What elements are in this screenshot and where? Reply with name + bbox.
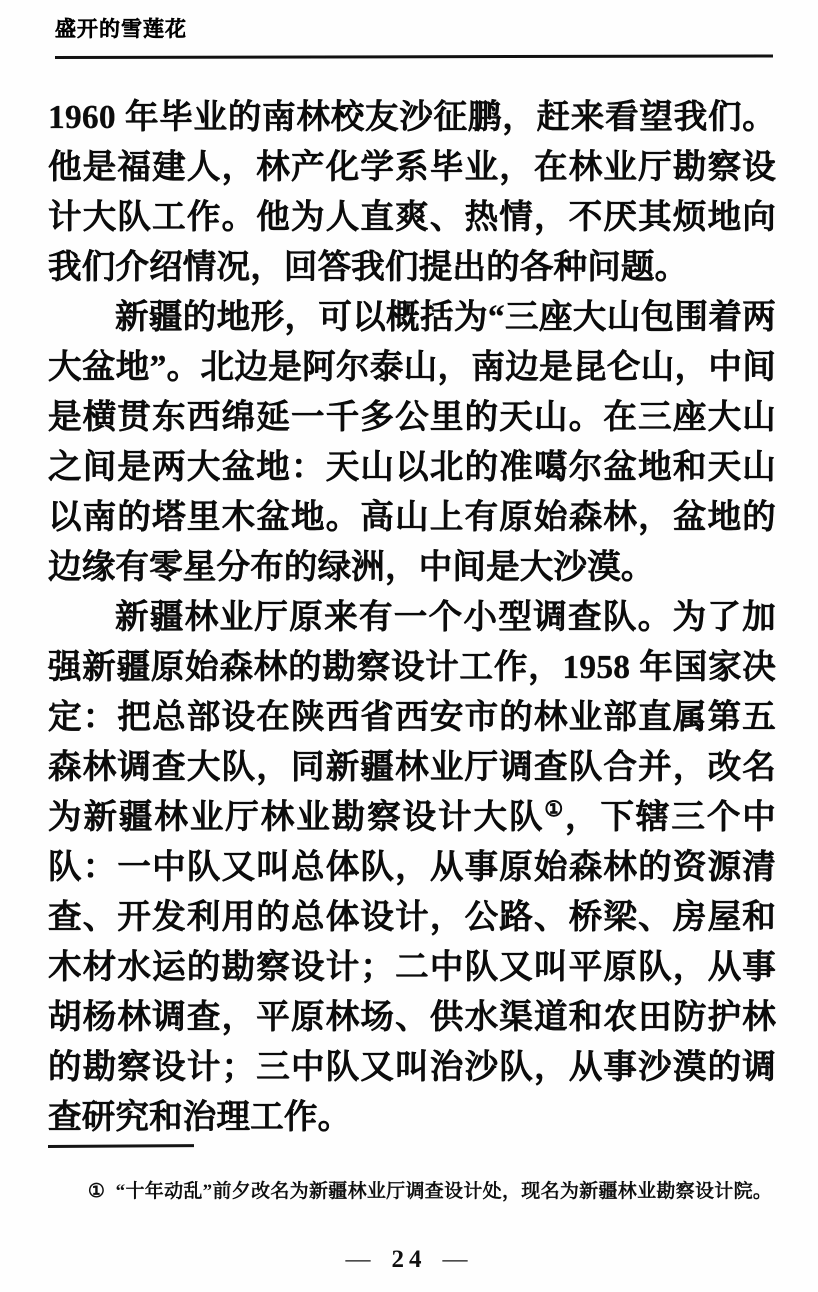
paragraph-3 [48,593,776,1143]
header-divider-rule [55,54,773,59]
footnote-marker: ① [87,1181,106,1202]
footnote-text: “十年动乱”前夕改名为新疆林业厅调查设计处，现名为新疆林业勘察设计院。 [115,1181,773,1202]
paragraph-3-part-1: 新疆林业厅原来有一个小型调查队。为了加强新疆原始森林的勘察设计工作，1958 年国家决定：把总部设在陕西省西安市的林业部直属第五森林调查大队，同新疆林业厅调查队合并，改名为新疆林业厅林业勘察设计大队 [48,599,776,836]
running-header [55,18,775,41]
folio-dash-left: — [345,1246,376,1273]
page-number: 24 [391,1246,427,1273]
footnote-reference-marker[interactable]: ① [544,797,565,821]
folio-dash-right: — [442,1246,473,1273]
footnote-zone [48,1145,776,1208]
paragraph-2: 新疆的地形，可以概括为“三座大山包围着两大盆地”。北边是阿尔泰山，南边是昆仑山，中间是横贯东西绵延一千多公里的天山。在三座大山之间是两大盆地：天山以北的准噶尔盆地和天山以南的塔里木盆地。高山上有原始森林，盆地的边缘有零星分布的绿洲，中间是大沙漠。 [48,299,776,586]
body-text-block [48,93,776,1143]
footnote-item [48,1176,776,1208]
running-header-title: 盛开的雪莲花 [55,17,187,41]
page-folio [0,1246,818,1274]
paragraph-1: 1960 年毕业的南林校友沙征鹏，赶来看望我们。他是福建人，林产化学系毕业，在林业厅勘察设计大队工作。他为人直爽、热情，不厌其烦地向我们介绍情况，回答我们提出的各种问题。 [48,99,776,286]
footnote-separator-rule [48,1144,194,1148]
paragraph-3-part-2: ，下辖三个中队：一中队又叫总体队，从事原始森林的资源清查、开发利用的总体设计，公路、桥梁、房屋和木材水运的勘察设计；二中队又叫平原队，从事胡杨林调查，平原林场、供水渠道和农田防护林的勘察设计；三中队又叫治沙队，从事沙漠的调查研究和治理工作。 [48,799,776,1136]
